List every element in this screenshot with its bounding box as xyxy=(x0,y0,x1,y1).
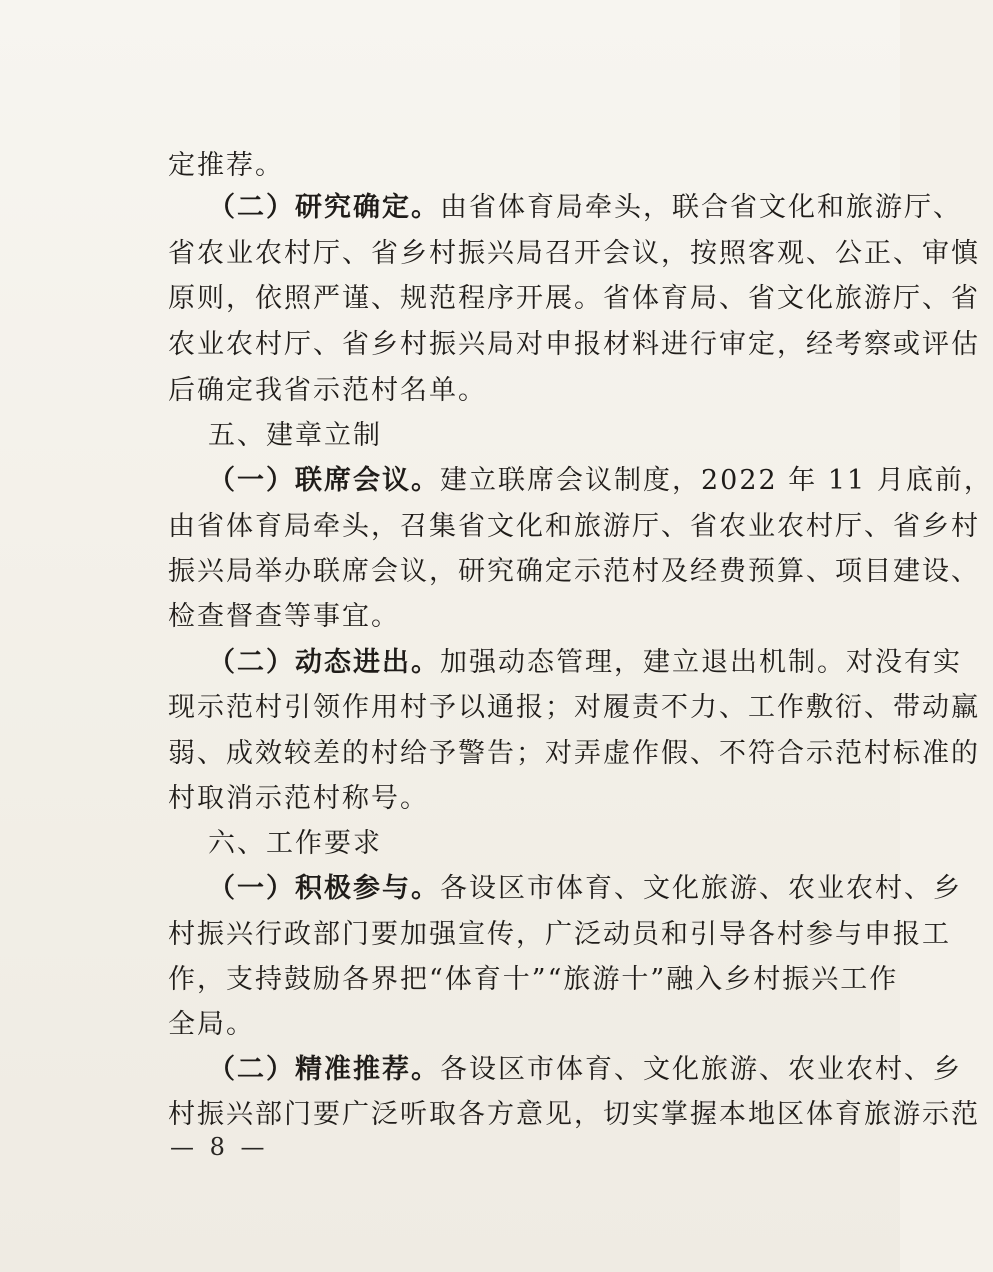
text-line-8: （一）联席会议。建立联席会议制度，2022 年 11 月底前， xyxy=(208,465,993,496)
section-heading: （一）联席会议。 xyxy=(208,465,440,496)
text-line-11: 检查督查等事宜。 xyxy=(168,601,400,632)
section-heading: （二）精准推荐。 xyxy=(208,1054,440,1085)
text-line-10: 振兴局举办联席会议，研究确定示范村及经费预算、项目建设、 xyxy=(168,556,980,587)
text-line-2: （二）研究确定。由省体育局牵头，联合省文化和旅游厅、 xyxy=(208,192,962,223)
text-line-19: 作，支持鼓励各界把“体育十”“旅游十”融入乡村振兴工作 xyxy=(168,964,899,995)
text-line-22: 村振兴部门要广泛听取各方意见，切实掌握本地区体育旅游示范 xyxy=(168,1099,980,1130)
text-line-17: （一）积极参与。各设区市体育、文化旅游、农业农村、乡 xyxy=(208,873,962,904)
section-title-5: 五、建章立制 xyxy=(208,420,382,451)
section-heading: （一）积极参与。 xyxy=(208,873,440,904)
page-number: — 8 — xyxy=(170,1133,269,1161)
text-line-18: 村振兴行政部门要加强宣传，广泛动员和引导各村参与申报工 xyxy=(168,919,951,950)
section-heading: （二）动态进出。 xyxy=(208,647,440,678)
section-heading: （二）研究确定。 xyxy=(208,192,440,223)
text-line-6: 后确定我省示范村名单。 xyxy=(168,375,487,406)
text-line-9: 由省体育局牵头，召集省文化和旅游厅、省农业农村厅、省乡村 xyxy=(168,511,980,542)
text-line-3: 省农业农村厅、省乡村振兴局召开会议，按照客观、公正、审慎 xyxy=(168,238,980,269)
text-line-12: （二）动态进出。加强动态管理，建立退出机制。对没有实 xyxy=(208,647,962,678)
text-line-14: 弱、成效较差的村给予警告；对弄虚作假、不符合示范村标准的 xyxy=(168,738,980,769)
text-line-1: 定推荐。 xyxy=(168,150,284,181)
text-line-5: 农业农村厅、省乡村振兴局对申报材料进行审定，经考察或评估 xyxy=(168,329,980,360)
text-line-21: （二）精准推荐。各设区市体育、文化旅游、农业农村、乡 xyxy=(208,1054,962,1085)
text-line-4: 原则，依照严谨、规范程序开展。省体育局、省文化旅游厅、省 xyxy=(168,283,980,314)
text-line-20: 全局。 xyxy=(168,1009,255,1040)
text-line-13: 现示范村引领作用村予以通报；对履责不力、工作敷衍、带动羸 xyxy=(168,692,980,723)
text-line-15: 村取消示范村称号。 xyxy=(168,783,429,814)
section-title-6: 六、工作要求 xyxy=(208,828,382,859)
